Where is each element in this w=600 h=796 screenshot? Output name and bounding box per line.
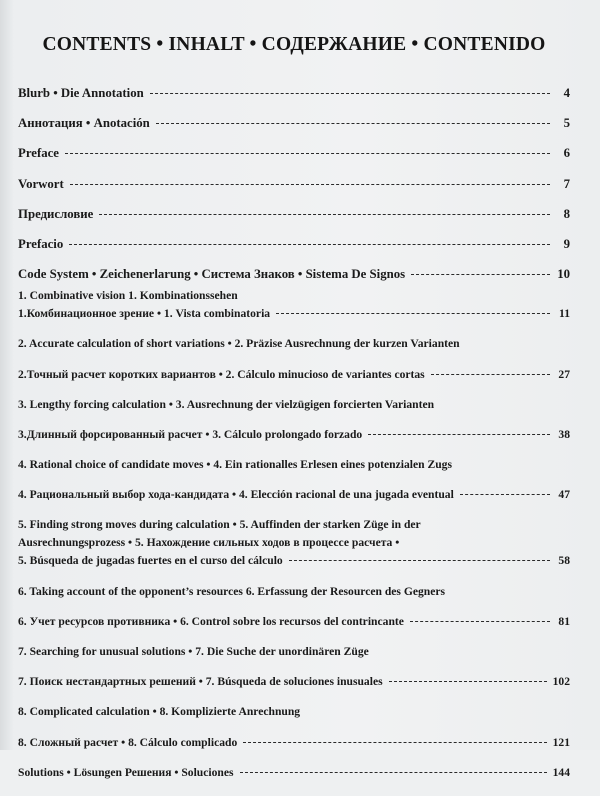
toc-entry-chapter-5-line-2[interactable] [18, 536, 570, 554]
toc-entry-text: 2.Точный расчет коротких вариантов • 2. Cálculo minucioso de variantes cortas [18, 367, 425, 381]
toc-entry-chapter-5-line-3[interactable] [18, 554, 570, 584]
toc-entry-chapter-1-line-2[interactable] [18, 307, 570, 337]
toc-entry-text: 7. Searching for unusual solutions • 7. Die Suche der unordinären Züge [18, 645, 369, 658]
toc-entry-text: 6. Учет ресурсов противника • 6. Control sobre los recursos del contrincante [18, 614, 404, 628]
toc-page-number: 8 [563, 206, 570, 221]
dot-leader [243, 742, 546, 743]
toc-entry-text: Blurb • Die Annotation [18, 86, 144, 100]
toc-page-number: 4 [563, 86, 570, 100]
toc-entry-predislovie[interactable] [18, 207, 570, 237]
toc-entry-text: 5. Búsqueda de jugadas fuertes en el curso del cálculo [18, 554, 283, 568]
dot-leader [431, 374, 550, 375]
toc-entry-text: 3. Lengthy forcing calculation • 3. Ausrechnung der vielzügigen forcierten Varianten [18, 397, 435, 411]
toc-page-number: 121 [552, 735, 570, 749]
toc-entry-chapter-8-line-2[interactable] [18, 736, 570, 766]
dot-leader [65, 153, 550, 154]
dot-leader [460, 494, 550, 495]
toc-entry-chapter-4-line-2[interactable] [18, 488, 570, 518]
toc-entry-text: 8. Сложный расчет • 8. Cálculo complicado [18, 735, 238, 749]
toc-entry-text: 5. Finding strong moves during calculation • 5. Auffinden der starken Züge in der [18, 518, 421, 532]
toc-entry-chapter-3-line-1[interactable] [18, 398, 570, 428]
toc-entry-text: Аннотация • Anotación [18, 116, 150, 131]
toc-page-number: 10 [557, 267, 570, 282]
dot-leader [150, 93, 550, 94]
toc-entry-vorwort[interactable] [18, 177, 570, 207]
toc-entry-text: Solutions • Lösungen Решения • Soluciones [18, 765, 234, 779]
dot-leader [411, 274, 550, 275]
toc-entry-text: Ausrechnungsprozess • 5. Нахождение сильных ходов в процессе расчета • [18, 536, 400, 550]
page-title: CONTENTS • INHALT • СОДЕРЖАНИЕ • CONTENIDO [42, 34, 546, 55]
toc-page-number: 9 [563, 236, 570, 251]
toc-entry-prefacio[interactable] [18, 237, 570, 267]
toc-entry-text: 6. Taking account of the opponent’s resources 6. Erfassung der Resourcen des Gegners [18, 584, 446, 598]
toc-entry-text: Предисловие [18, 206, 94, 221]
dot-leader [276, 313, 550, 314]
toc-entry-text: 1.Комбинационное зрение • 1. Vista combinatoria [18, 307, 271, 321]
toc-page-number: 38 [558, 427, 570, 441]
toc-entry-chapter-3-line-2[interactable] [18, 428, 570, 458]
toc-entry-code-system[interactable] [18, 267, 570, 289]
toc-entry-chapter-5-line-1[interactable] [18, 518, 570, 536]
dot-leader [70, 184, 550, 185]
toc-entry-chapter-8-line-1[interactable] [18, 705, 570, 735]
dot-leader [156, 123, 550, 124]
toc-page-number: 27 [558, 367, 570, 381]
toc-entry-chapter-4-line-1[interactable] [18, 458, 570, 488]
toc-entry-blurb[interactable] [18, 86, 570, 116]
toc-page-number: 7 [563, 176, 570, 191]
dot-leader [289, 560, 550, 561]
toc-page-number: 5 [563, 116, 570, 131]
toc-entry-text: 1. Combinative vision 1. Kombinationssehen [18, 289, 238, 303]
toc-page-number: 81 [558, 614, 570, 628]
dot-leader [389, 681, 547, 682]
table-of-contents [18, 86, 570, 796]
toc-entry-chapter-1-line-1[interactable] [18, 289, 570, 307]
toc-entry-text: 7. Поиск нестандартных решений • 7. Búsqueda de soluciones inusuales [18, 675, 383, 689]
toc-page-number: 102 [552, 675, 570, 689]
dot-leader [368, 434, 550, 435]
toc-entry-chapter-2-line-1[interactable] [18, 337, 570, 367]
toc-page-number: 11 [559, 307, 570, 321]
toc-entry-text: 4. Rational choice of candidate moves • 4. Ein rationalles Erlesen eines potenzialen Zugs [18, 458, 452, 472]
toc-page-number: 6 [563, 146, 570, 161]
dot-leader [410, 621, 550, 622]
toc-entry-chapter-2-line-2[interactable] [18, 368, 570, 398]
toc-entry-preface[interactable] [18, 146, 570, 176]
dot-leader [99, 214, 550, 215]
toc-entry-chapter-6-line-2[interactable] [18, 615, 570, 645]
toc-entry-text: 2. Accurate calculation of short variations • 2. Präzise Ausrechnung der kurzen Varianten [18, 337, 460, 351]
toc-entry-text: Preface [18, 146, 59, 161]
toc-entry-text: Vorwort [18, 176, 64, 191]
toc-entry-text: Code System • Zeichenerlarung • Система Знаков • Sistema De Signos [18, 267, 406, 282]
toc-entry-text: Prefacio [18, 236, 64, 251]
toc-entry-chapter-6-line-1[interactable] [18, 585, 570, 615]
toc-entry-text: 3.Длинный форсированный расчет • 3. Cálculo prolongado forzado [18, 427, 363, 441]
toc-page-number: 47 [558, 488, 570, 502]
dot-leader [69, 244, 550, 245]
dot-leader [240, 772, 547, 773]
toc-page-number: 58 [558, 554, 570, 568]
toc-entry-annotation[interactable] [18, 116, 570, 146]
toc-entry-text: 8. Complicated calculation • 8. Komplizierte Anrechnung [18, 705, 301, 719]
toc-page-number: 144 [552, 765, 570, 779]
toc-entry-solutions[interactable] [18, 766, 570, 796]
toc-entry-chapter-7-line-1[interactable] [18, 645, 570, 675]
toc-entry-chapter-7-line-2[interactable] [18, 675, 570, 705]
toc-entry-text: 4. Рациональный выбор хода-кандидата • 4. Elección racional de una jugada eventual [18, 488, 454, 502]
